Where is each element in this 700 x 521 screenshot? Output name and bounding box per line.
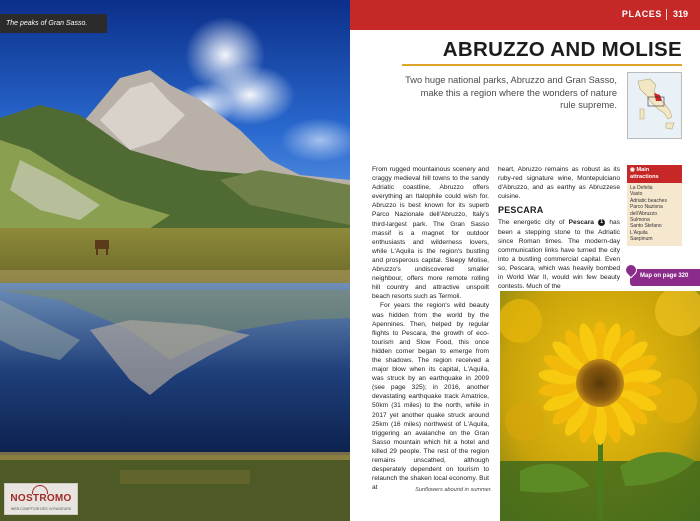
italy-map-icon [628, 73, 681, 138]
body-paragraph [498, 218, 620, 291]
body-paragraph: From rugged mountainous scenery and craggy medieval hill towns to the sandy Adriatic coastline, Abruzzo offers everything an Italophile could wish for. Abruzzo is best known for its superb Parco Nazionale dell'Abruzzo, Italy's third-largest park. The Gran Sasso massif is a magnet for outdoor enthusiasts and wilderness lovers, while L'Aquila is the region's bustling and prosperous capital. Sleepy Molise, Abruzzo's undiscovered smaller neighbour, offers more remote rolling hill country and attractive unspoilt beach resorts such as Termoli. [372, 166, 489, 301]
attraction-item: Adriatic beaches [630, 197, 667, 204]
subheading-pescara: PESCARA [498, 205, 544, 216]
para-text: has been a stepping stone to the Adriatic since Roman times. The modern-day communication links have turned the city into a bustling commercial capital. Even so, Pescara, which was heavily bombed in World War II, would win few beauty contests. Much of the [498, 219, 620, 291]
column-2 [498, 165, 620, 291]
intro-text: Two huge national parks, Abruzzo and Gran Sasso, make this a region where the wonders of nature rule supreme. [405, 75, 617, 110]
body-paragraph: heart, Abruzzo remains as robust as its ruby-red signature wine, Montepulciano d'Abruzzo, and as earthy as Abruzzese cuisine. [498, 166, 620, 201]
header-bar [350, 0, 700, 30]
attractions-heading [627, 165, 682, 183]
map-marker-number: 1 [598, 219, 605, 226]
header-divider [666, 9, 667, 20]
nostromo-logo [4, 483, 78, 515]
title-rule [402, 64, 682, 66]
page-title: ABRUZZO AND MOLISE [442, 38, 682, 61]
location-icon: ◉ [630, 167, 635, 173]
attraction-item: Sulmona [630, 217, 650, 224]
sunflower-image [500, 291, 700, 521]
column-1 [372, 165, 489, 492]
right-page [350, 0, 700, 521]
attraction-item: Parco Naziona dell'Abruzzo [630, 204, 663, 217]
attractions-heading-label: Main attractions [630, 167, 659, 180]
photo-caption: The peaks of Gran Sasso. [0, 14, 107, 33]
para-text: The energetic city of [498, 219, 569, 227]
italy-map-thumbnail [627, 72, 682, 139]
place-name: Pescara [568, 219, 594, 227]
body-paragraph: For years the region's wild beauty was hidden from the world by the Apennines. Then, helped by regular flights to Pescara, the growth of eco-tourism and Slow Food, this once hidden corner began to emerge from the shadows. The region received a major blow when its capital, L'Aquila, was struck by an earthquake in 2009 (see page 325); in 2016, another devastating earthquake track Amatrice, 50km (31 miles) to the north, while in 2017 yet another quake struck around 25km (16 miles) northwest of L'Aquila, triggering an avalanche on the Gran Sasso mountain which hit a hotel and killed 29 people. The rest of the region remains unscathed, although desperately dependent on tourism to relaunch the shaken local economy. But at [372, 302, 489, 492]
attraction-item: La Defelia [630, 185, 653, 191]
attraction-item: L'Aquila [630, 229, 648, 236]
sunflower-caption: Sunflowers abound in summer. [415, 487, 492, 493]
logo-tagline: WEB COMPTOIR DES VOYAGEURS [10, 507, 72, 511]
sunflower-photo [500, 291, 700, 521]
map-link-button[interactable] [630, 269, 700, 286]
attraction-item: Santo Stefano [630, 223, 662, 230]
map-link-label: Map on page 320 [640, 273, 689, 279]
attraction-item: Saepinum [630, 236, 653, 243]
attractions-list [627, 183, 682, 246]
attraction-item: Vasto [630, 191, 643, 198]
main-attractions-box [627, 165, 682, 246]
page-number: 319 [672, 9, 688, 19]
section-label: PLACES [621, 9, 662, 19]
map-pin-icon [623, 262, 640, 279]
logo-name: NOSTROMO [10, 493, 72, 504]
